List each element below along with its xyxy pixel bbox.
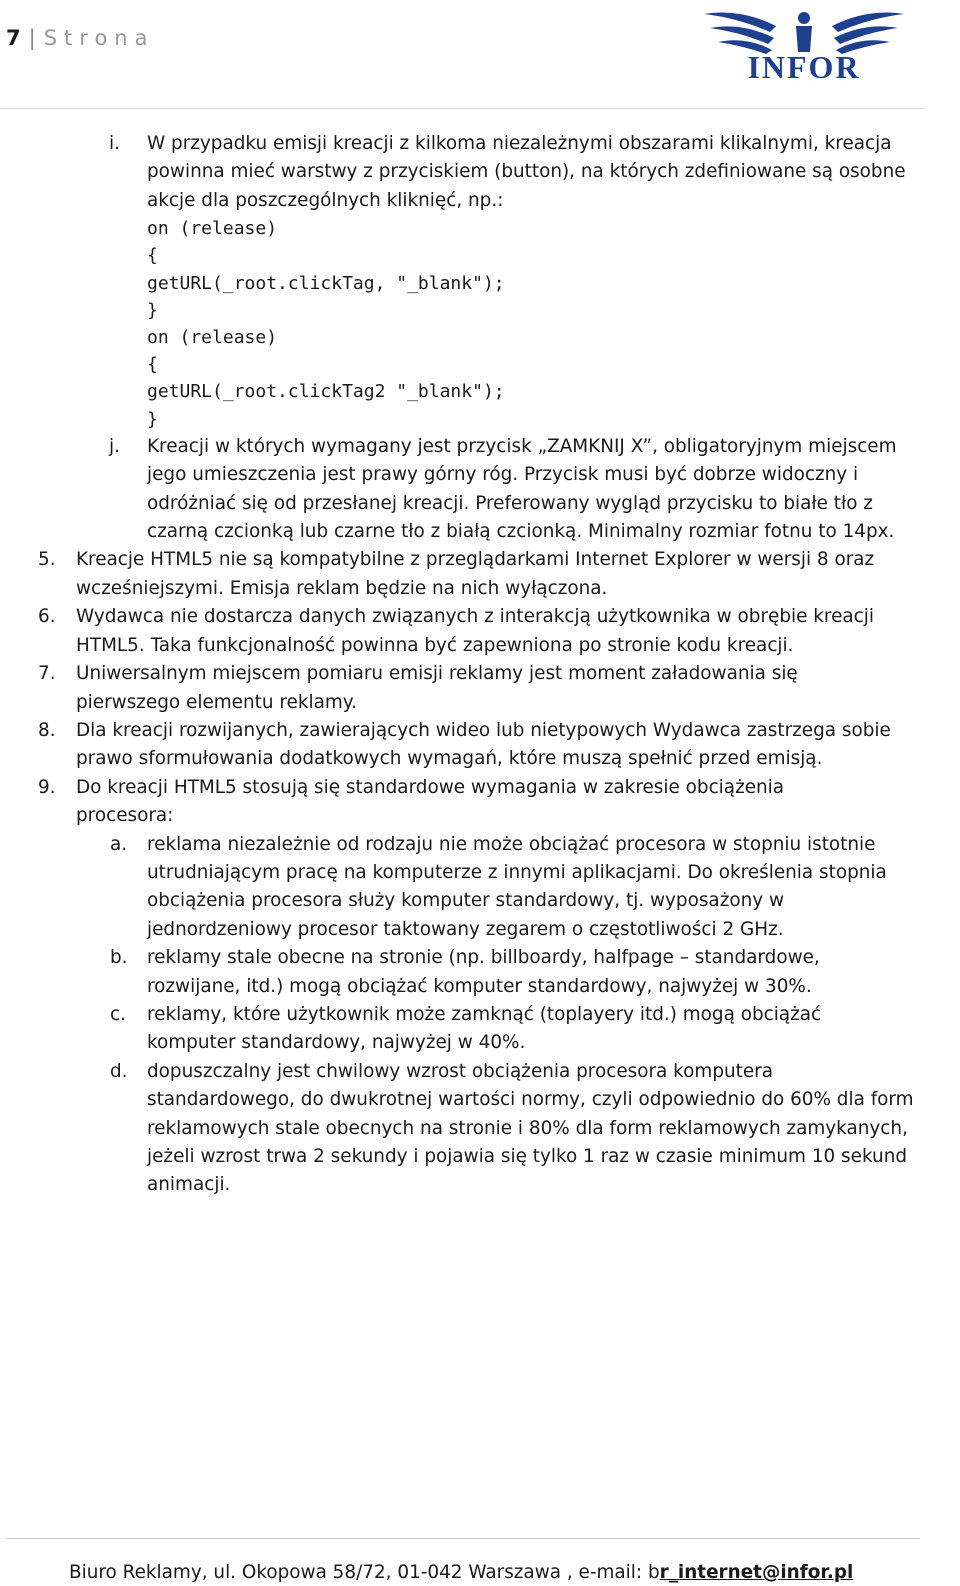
page-number: 7	[6, 26, 21, 50]
code-line: getURL(_root.clickTag2 "_blank");	[147, 381, 505, 403]
list-marker: 5.	[38, 549, 56, 571]
list-item-j	[0, 433, 897, 547]
page-header	[0, 0, 960, 110]
code-line: {	[147, 354, 158, 376]
list-marker: d.	[110, 1060, 128, 1082]
list-marker: i.	[109, 133, 120, 154]
code-block	[147, 215, 960, 433]
infor-logo	[700, 4, 908, 82]
list-text: Kreacje HTML5 nie są kompatybilne z przeglądarkami Internet Explorer w wersji 8 oraz wcześniejszymi. Emisja reklam będzie na nich wyłączona.	[76, 549, 875, 599]
list-text: reklama niezależnie od rodzaju nie może obciążać procesora w stopniu istotnie utrudniającym pracę na komputerze z innymi aplikacjami. Do określenia stopnia obciążenia procesora służy komputer standardowy, tj. wyposażony w jednordzeniowy procesor taktowany zegarem o częstotliwości 2 GHz.	[147, 833, 887, 940]
list-text: Dla kreacji rozwijanych, zawierających wideo lub nietypowych Wydawca zastrzega sobie prawo sformułowania dodatkowych wymagań, które muszą spełnić przed emisją.	[76, 719, 891, 770]
header-divider	[0, 108, 925, 109]
list-item-8	[0, 717, 892, 774]
code-line: }	[147, 408, 158, 430]
logo-text: INFOR	[747, 49, 861, 82]
list-item-9	[0, 774, 836, 831]
list-text: Kreacji w których wymagany jest przycisk „ZAMKNIJ X”, obligatoryjnym miejscem jego umieszczenia jest prawy górny róg. Przycisk musi być dobrze widoczny i odróżniać się od przesłanej kreacji. Preferowany wygląd przycisku to białe tło z czarną czcionką lub czarne tło z białą czcionką. Minimalny rozmiar fotnu to 14px.	[147, 435, 897, 543]
list-text: W przypadku emisji kreacji z kilkoma niezależnymi obszarami klikalnymi, kreacja powinna mieć warstwy z przyciskiem (button), na których zdefiniowane są osobne akcje dla poszczególnych kliknięć, np.:	[147, 133, 906, 211]
list-item-9a	[0, 831, 907, 945]
list-text: Uniwersalnym miejscem pomiaru emisji reklamy jest moment załadowania się pierwszego elementu reklamy.	[76, 663, 798, 713]
list-item-9d	[0, 1058, 917, 1200]
code-line: {	[147, 245, 158, 267]
code-line: }	[147, 299, 158, 321]
list-item-9b	[0, 944, 877, 1001]
page-footer	[0, 1538, 960, 1586]
list-text: reklamy stale obecne na stronie (np. billboardy, halfpage – standardowe, rozwijane, itd.) mogą obciążać komputer standardowy, najwyżej w 30%.	[147, 947, 820, 997]
list-item-6	[0, 603, 908, 660]
list-marker: a.	[110, 833, 128, 855]
code-line: getURL(_root.clickTag, "_blank");	[147, 272, 505, 294]
list-text: dopuszczalny jest chwilowy wzrost obciążenia procesora komputera standardowego, do dwukrotnej wartości normy, czyli odpowiednio do 60% dla form reklamowych stale obecnych na stronie i 80% dla form reklamowych zamykanych, jeżeli wzrost trwa 2 sekundy i pojawia się tylko 1 raz w czasie minimum 10 sekund animacji.	[147, 1060, 914, 1196]
list-marker: 8.	[38, 719, 56, 741]
infor-logo-graphic	[700, 4, 908, 82]
code-line: on (release)	[147, 327, 278, 349]
page-word: Strona	[43, 26, 155, 50]
page-separator: |	[28, 26, 36, 50]
list-marker: 7.	[38, 663, 56, 685]
list-text: Wydawca nie dostarcza danych związanych z interakcją użytkownika w obrębie kreacji HTML5. Taka funkcjonalność powinna być zapewniona po stronie kodu kreacji.	[76, 606, 875, 656]
list-marker: c.	[110, 1003, 126, 1025]
list-item-i	[0, 130, 912, 215]
footer-address-text: Biuro Reklamy, ul. Okopowa 58/72, 01-042 Warszawa , e-mail: b	[69, 1562, 660, 1583]
list-marker: 6.	[38, 606, 56, 628]
list-marker: b.	[110, 947, 128, 969]
footer-divider	[6, 1538, 920, 1539]
code-line: on (release)	[147, 218, 278, 240]
list-item-7	[0, 660, 836, 717]
list-marker: j.	[109, 435, 120, 457]
list-item-5	[0, 546, 906, 603]
list-text: reklamy, które użytkownik może zamknąć (toplayery itd.) mogą obciążać komputer standardowy, najwyżej w 40%.	[147, 1003, 822, 1054]
list-item-9c	[0, 1001, 877, 1058]
document-body	[0, 130, 960, 1200]
page-number-label	[6, 26, 154, 50]
list-marker: 9.	[38, 776, 56, 798]
footer-address	[69, 1562, 853, 1583]
footer-email-link[interactable]: r_internet@infor.pl	[659, 1562, 854, 1583]
list-text: Do kreacji HTML5 stosują się standardowe wymagania w zakresie obciążenia procesora:	[76, 776, 785, 827]
